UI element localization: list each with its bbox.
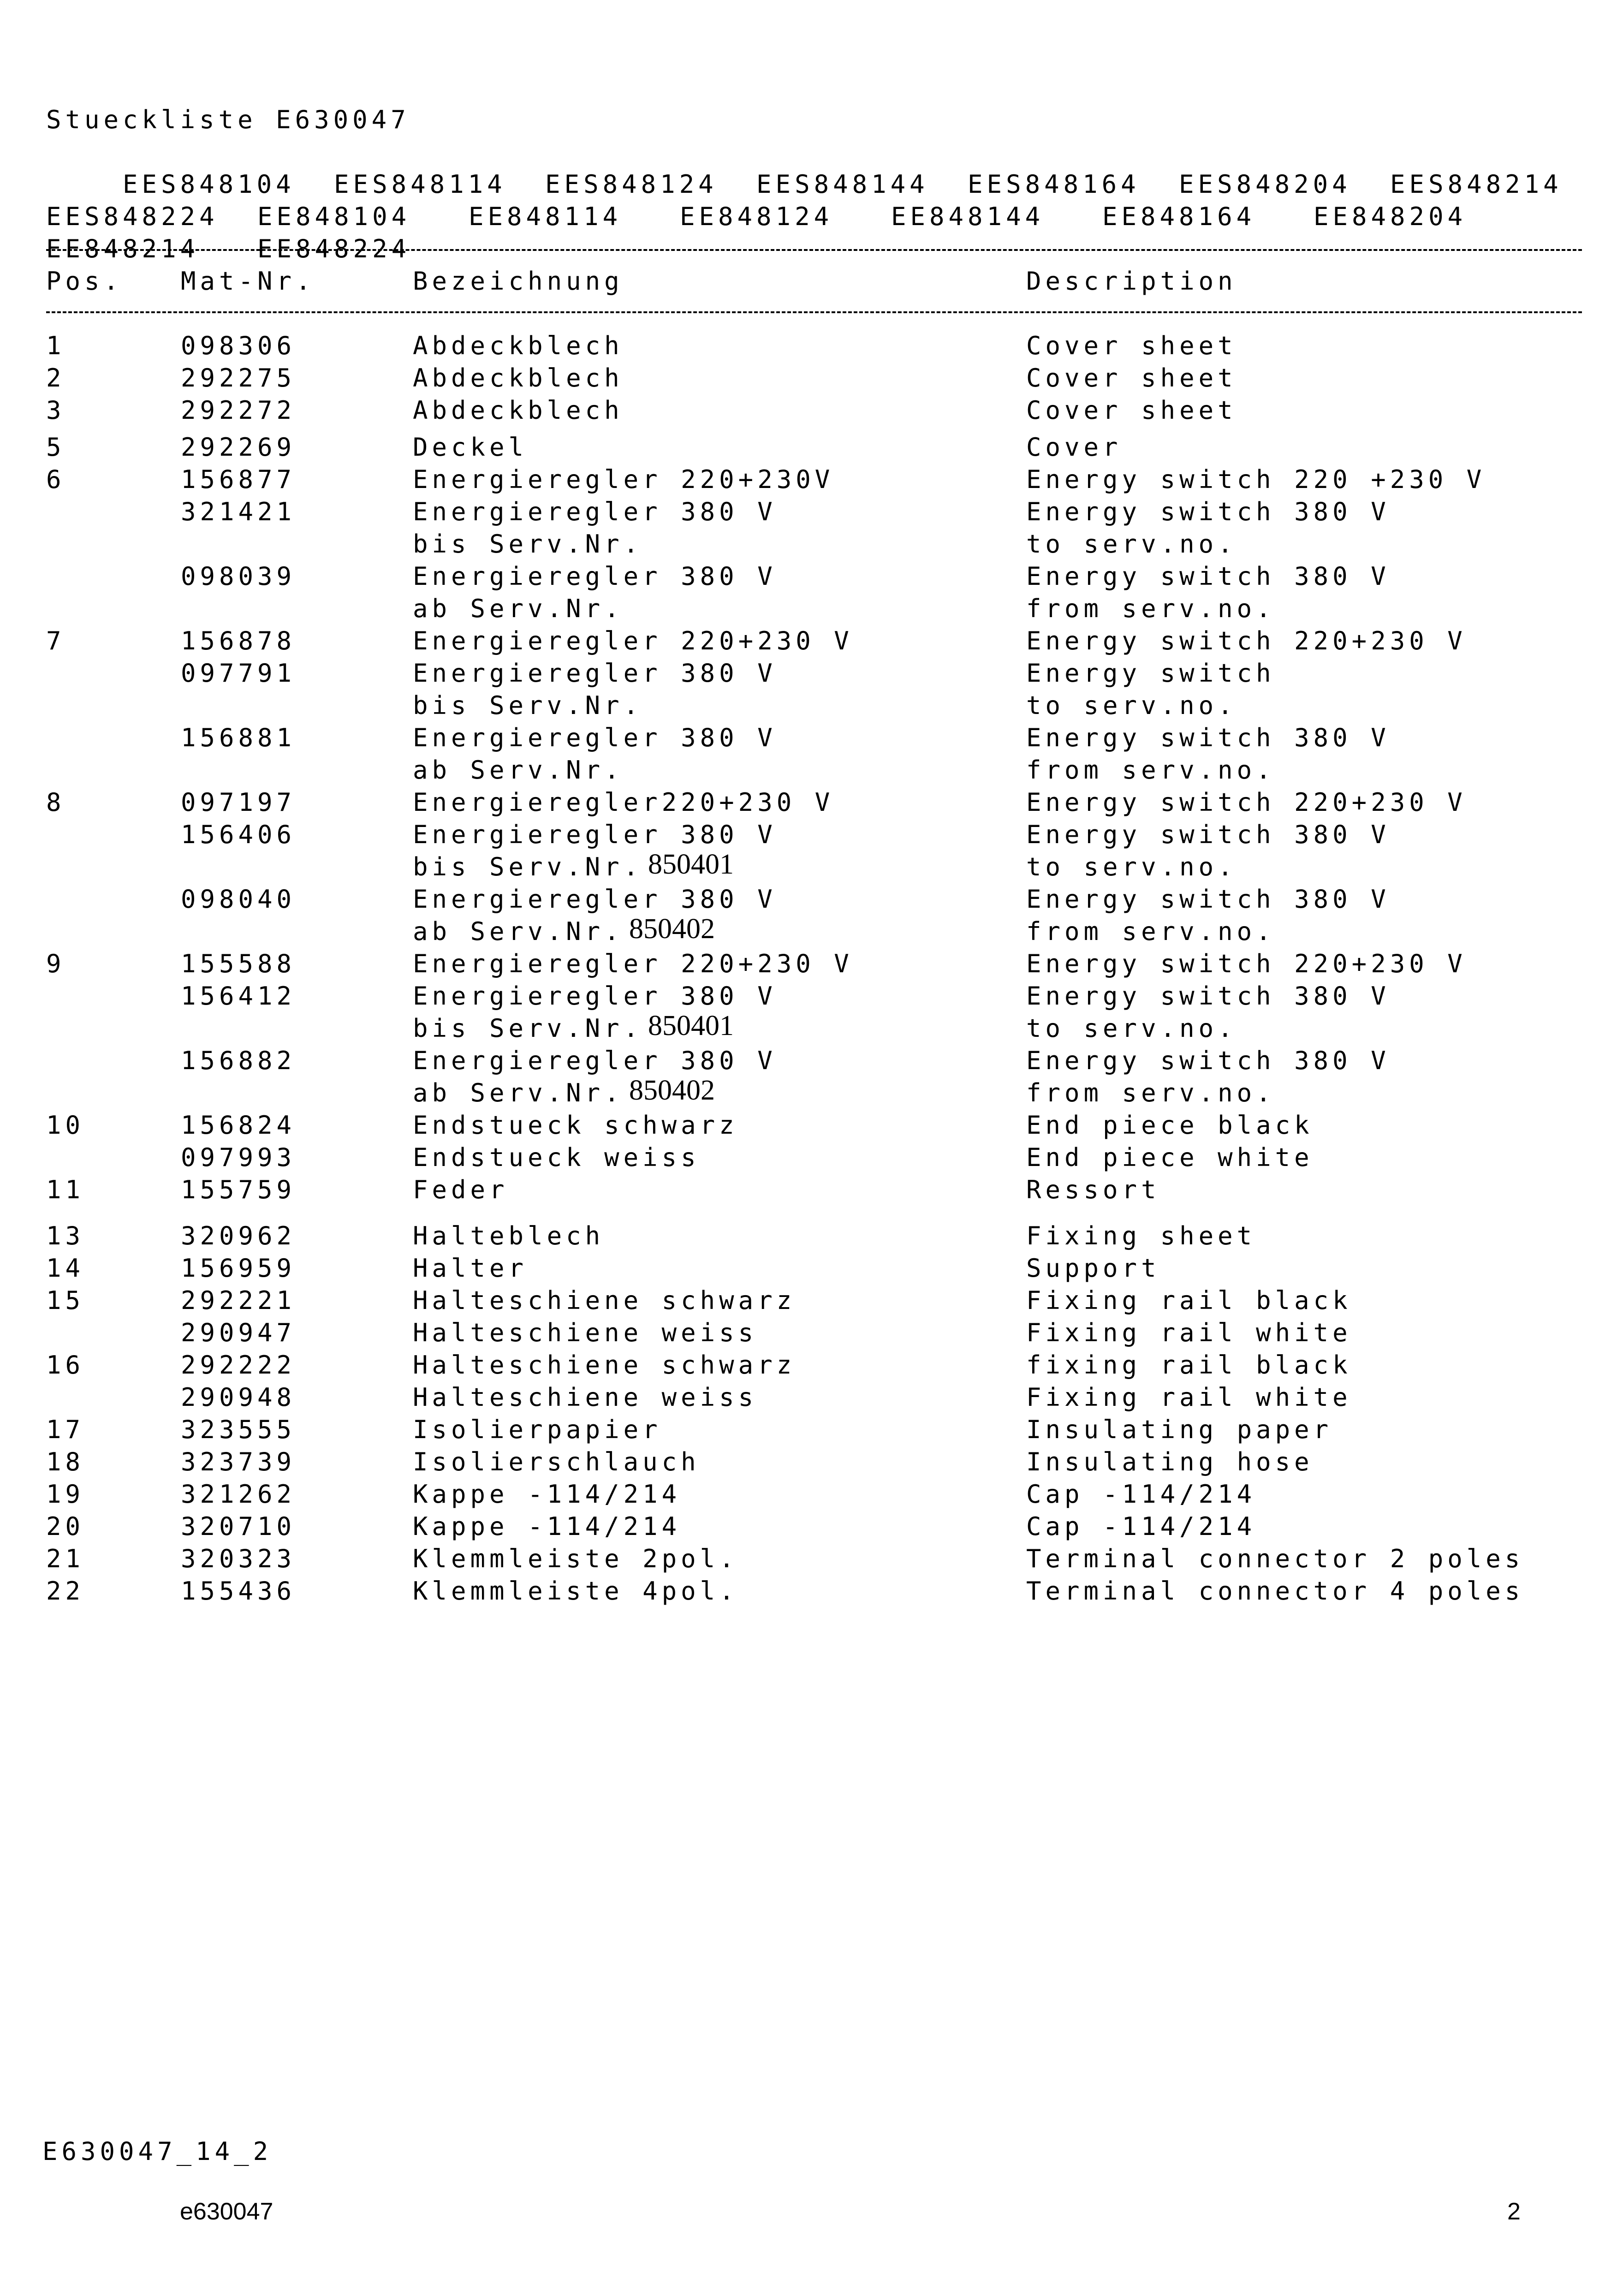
table-row bbox=[0, 1142, 1617, 1174]
table-row bbox=[0, 1575, 1617, 1607]
row-mat-nr: 321262 bbox=[181, 1480, 296, 1509]
row-bezeichnung: Halteschiene schwarz bbox=[413, 1350, 796, 1380]
row-bezeichnung: Isolierpapier bbox=[413, 1415, 662, 1444]
row-description: Cover sheet bbox=[1026, 363, 1237, 393]
row-bezeichnung: Abdeckblech bbox=[413, 396, 624, 425]
model-code: EE848214 bbox=[46, 234, 200, 263]
row-description: Energy switch 380 V bbox=[1026, 497, 1390, 526]
row-bezeichnung: Energieregler220+230 V bbox=[413, 788, 834, 817]
row-pos: 2 bbox=[46, 363, 65, 393]
row-bezeichnung: Energieregler 380 V bbox=[413, 1046, 777, 1075]
model-code: EES848214 bbox=[1390, 170, 1563, 199]
table-row bbox=[0, 528, 1617, 560]
row-description: Cover bbox=[1026, 433, 1122, 462]
table-row bbox=[0, 625, 1617, 657]
table-row bbox=[0, 1414, 1617, 1446]
model-code: EES848144 bbox=[756, 170, 929, 199]
col-desc-header: Description bbox=[1026, 267, 1237, 296]
row-description: Support bbox=[1026, 1254, 1160, 1283]
row-description: from serv.no. bbox=[1026, 594, 1275, 623]
row-mat-nr: 155759 bbox=[181, 1175, 296, 1204]
model-code: EE848114 bbox=[469, 202, 622, 231]
row-pos: 15 bbox=[46, 1286, 85, 1315]
page-title: Stueckliste E630047 bbox=[46, 105, 410, 134]
table-row bbox=[0, 1174, 1617, 1206]
row-description: Energy switch 380 V bbox=[1026, 981, 1390, 1011]
row-mat-nr: 156878 bbox=[181, 626, 296, 655]
row-mat-nr: 321421 bbox=[181, 497, 296, 526]
row-description: Energy switch 380 V bbox=[1026, 820, 1390, 849]
table-row bbox=[0, 722, 1617, 754]
row-mat-nr: 098040 bbox=[181, 885, 296, 914]
row-mat-nr: 290948 bbox=[181, 1383, 296, 1412]
row-mat-nr: 156959 bbox=[181, 1254, 296, 1283]
header-divider-bottom bbox=[46, 311, 1582, 313]
row-description: to serv.no. bbox=[1026, 1014, 1237, 1043]
table-row bbox=[0, 593, 1617, 625]
table-row bbox=[0, 1252, 1617, 1285]
row-pos: 11 bbox=[46, 1175, 85, 1204]
row-mat-nr: 323555 bbox=[181, 1415, 296, 1444]
row-bezeichnung: Halteblech bbox=[413, 1221, 605, 1250]
model-code: EE848104 bbox=[257, 202, 411, 231]
row-description: Energy switch 220+230 V bbox=[1026, 788, 1467, 817]
row-description: from serv.no. bbox=[1026, 917, 1275, 946]
table-row bbox=[0, 690, 1617, 722]
model-code: EES848104 bbox=[123, 170, 295, 199]
row-mat-nr: 098039 bbox=[181, 562, 296, 591]
table-row bbox=[0, 1349, 1617, 1381]
table-row bbox=[0, 754, 1617, 786]
handwritten-serial-number: 850401 bbox=[648, 1010, 734, 1041]
row-pos: 8 bbox=[46, 788, 65, 817]
row-pos: 3 bbox=[46, 396, 65, 425]
row-bezeichnung: Energieregler 380 V bbox=[413, 885, 777, 914]
row-description: Fixing rail black bbox=[1026, 1286, 1352, 1315]
table-row bbox=[0, 431, 1617, 464]
table-row bbox=[0, 883, 1617, 916]
row-description: from serv.no. bbox=[1026, 755, 1275, 785]
row-pos: 10 bbox=[46, 1111, 85, 1140]
table-row bbox=[0, 330, 1617, 362]
table-row bbox=[0, 1381, 1617, 1414]
handwritten-serial-number: 850402 bbox=[629, 913, 715, 945]
table-row bbox=[0, 1511, 1617, 1543]
handwritten-serial-number: 850401 bbox=[648, 849, 734, 880]
row-mat-nr: 320323 bbox=[181, 1544, 296, 1573]
row-mat-nr: 320710 bbox=[181, 1512, 296, 1541]
table-row bbox=[0, 496, 1617, 528]
row-description: Cap -114/214 bbox=[1026, 1480, 1256, 1509]
row-bezeichnung: Deckel bbox=[413, 433, 528, 462]
row-bezeichnung: ab Serv.Nr. bbox=[413, 594, 624, 623]
row-bezeichnung: ab Serv.Nr. bbox=[413, 1078, 624, 1107]
row-bezeichnung: Kappe -114/214 bbox=[413, 1512, 681, 1541]
row-description: Fixing rail white bbox=[1026, 1318, 1352, 1347]
row-description: Energy switch 220+230 V bbox=[1026, 626, 1467, 655]
model-code: EE848124 bbox=[680, 202, 833, 231]
row-pos: 6 bbox=[46, 465, 65, 494]
row-bezeichnung: Energieregler 380 V bbox=[413, 981, 777, 1011]
row-bezeichnung: Halter bbox=[413, 1254, 528, 1283]
row-bezeichnung: bis Serv.Nr. bbox=[413, 691, 643, 720]
row-description: Cap -114/214 bbox=[1026, 1512, 1256, 1541]
row-description: Energy switch 220+230 V bbox=[1026, 949, 1467, 978]
table-row bbox=[0, 1543, 1617, 1575]
row-description: Energy switch 380 V bbox=[1026, 1046, 1390, 1075]
drawing-code: E630047_14_2 bbox=[42, 2137, 273, 2166]
row-mat-nr: 097791 bbox=[181, 659, 296, 688]
row-bezeichnung: Energieregler 380 V bbox=[413, 497, 777, 526]
table-row bbox=[0, 1285, 1617, 1317]
model-code: EE848204 bbox=[1314, 202, 1467, 231]
table-row bbox=[0, 948, 1617, 980]
model-code: EE848224 bbox=[257, 234, 411, 263]
row-pos: 16 bbox=[46, 1350, 85, 1380]
row-bezeichnung: Energieregler 220+230V bbox=[413, 465, 834, 494]
row-description: Energy switch bbox=[1026, 659, 1275, 688]
table-row bbox=[0, 560, 1617, 593]
row-pos: 1 bbox=[46, 331, 65, 360]
row-mat-nr: 097993 bbox=[181, 1143, 296, 1172]
row-mat-nr: 292222 bbox=[181, 1350, 296, 1380]
row-mat-nr: 156881 bbox=[181, 723, 296, 752]
row-pos: 21 bbox=[46, 1544, 85, 1573]
page-number: 2 bbox=[1507, 2198, 1521, 2225]
table-row bbox=[0, 362, 1617, 394]
model-code: EES848204 bbox=[1179, 170, 1351, 199]
row-bezeichnung: Endstueck weiss bbox=[413, 1143, 700, 1172]
row-description: Fixing rail white bbox=[1026, 1383, 1352, 1412]
row-bezeichnung: ab Serv.Nr. bbox=[413, 917, 624, 946]
row-mat-nr: 290947 bbox=[181, 1318, 296, 1347]
row-mat-nr: 156882 bbox=[181, 1046, 296, 1075]
row-pos: 14 bbox=[46, 1254, 85, 1283]
row-description: to serv.no. bbox=[1026, 529, 1237, 559]
col-mat-header: Mat-Nr. bbox=[181, 267, 315, 296]
document-number: e630047 bbox=[180, 2198, 273, 2225]
row-description: from serv.no. bbox=[1026, 1078, 1275, 1107]
row-bezeichnung: Isolierschlauch bbox=[413, 1447, 700, 1476]
row-description: Terminal connector 2 poles bbox=[1026, 1544, 1524, 1573]
row-description: to serv.no. bbox=[1026, 691, 1237, 720]
table-row bbox=[0, 1446, 1617, 1478]
table-row bbox=[0, 657, 1617, 690]
row-mat-nr: 292275 bbox=[181, 363, 296, 393]
table-row bbox=[0, 394, 1617, 427]
row-bezeichnung: bis Serv.Nr. bbox=[413, 1014, 643, 1043]
row-bezeichnung: Abdeckblech bbox=[413, 331, 624, 360]
table-row bbox=[0, 1012, 1617, 1045]
column-header-row bbox=[0, 265, 1617, 297]
row-bezeichnung: bis Serv.Nr. bbox=[413, 529, 643, 559]
row-description: Energy switch 380 V bbox=[1026, 885, 1390, 914]
row-mat-nr: 097197 bbox=[181, 788, 296, 817]
row-pos: 20 bbox=[46, 1512, 85, 1541]
table-row bbox=[0, 786, 1617, 819]
row-bezeichnung: Endstueck schwarz bbox=[413, 1111, 738, 1140]
row-description: End piece white bbox=[1026, 1143, 1314, 1172]
row-description: Energy switch 380 V bbox=[1026, 723, 1390, 752]
model-code: EE848164 bbox=[1102, 202, 1256, 231]
row-description: Insulating hose bbox=[1026, 1447, 1314, 1476]
table-row bbox=[0, 980, 1617, 1012]
table-row bbox=[0, 1317, 1617, 1349]
row-pos: 17 bbox=[46, 1415, 85, 1444]
table-row bbox=[0, 1478, 1617, 1511]
row-description: Cover sheet bbox=[1026, 396, 1237, 425]
row-description: End piece black bbox=[1026, 1111, 1314, 1140]
row-pos: 19 bbox=[46, 1480, 85, 1509]
col-bez-header: Bezeichnung bbox=[413, 267, 624, 296]
table-row bbox=[0, 819, 1617, 851]
col-pos-header: Pos. bbox=[46, 267, 123, 296]
row-description: Terminal connector 4 poles bbox=[1026, 1576, 1524, 1606]
row-description: Fixing sheet bbox=[1026, 1221, 1256, 1250]
table-row bbox=[0, 1077, 1617, 1109]
row-bezeichnung: Klemmleiste 4pol. bbox=[413, 1576, 738, 1606]
row-mat-nr: 156406 bbox=[181, 820, 296, 849]
row-mat-nr: 323739 bbox=[181, 1447, 296, 1476]
row-pos: 7 bbox=[46, 626, 65, 655]
row-bezeichnung: Energieregler 220+230 V bbox=[413, 949, 853, 978]
row-bezeichnung: Energieregler 380 V bbox=[413, 723, 777, 752]
table-row bbox=[0, 1045, 1617, 1077]
handwritten-serial-number: 850402 bbox=[629, 1075, 715, 1106]
row-bezeichnung: Abdeckblech bbox=[413, 363, 624, 393]
row-description: to serv.no. bbox=[1026, 852, 1237, 881]
table-row bbox=[0, 464, 1617, 496]
model-code: EES848124 bbox=[545, 170, 718, 199]
row-bezeichnung: Energieregler 220+230 V bbox=[413, 626, 853, 655]
model-code: EES848114 bbox=[334, 170, 506, 199]
table-row bbox=[0, 913, 1617, 948]
table-row bbox=[0, 1109, 1617, 1142]
row-mat-nr: 292269 bbox=[181, 433, 296, 462]
row-mat-nr: 156412 bbox=[181, 981, 296, 1011]
table-row bbox=[0, 851, 1617, 883]
table-row bbox=[0, 1220, 1617, 1252]
model-code: EES848224 bbox=[46, 202, 219, 231]
model-code: EE848144 bbox=[891, 202, 1045, 231]
row-bezeichnung: Kappe -114/214 bbox=[413, 1480, 681, 1509]
row-description: Ressort bbox=[1026, 1175, 1160, 1204]
row-bezeichnung: Halteschiene weiss bbox=[413, 1383, 758, 1412]
row-description: Insulating paper bbox=[1026, 1415, 1333, 1444]
model-code: EES848164 bbox=[968, 170, 1140, 199]
header-divider-top bbox=[46, 249, 1582, 251]
row-mat-nr: 156877 bbox=[181, 465, 296, 494]
row-description: Cover sheet bbox=[1026, 331, 1237, 360]
row-pos: 18 bbox=[46, 1447, 85, 1476]
row-bezeichnung: Klemmleiste 2pol. bbox=[413, 1544, 738, 1573]
row-pos: 13 bbox=[46, 1221, 85, 1250]
row-mat-nr: 098306 bbox=[181, 331, 296, 360]
row-bezeichnung: bis Serv.Nr. bbox=[413, 852, 643, 881]
row-bezeichnung: Energieregler 380 V bbox=[413, 659, 777, 688]
row-mat-nr: 292221 bbox=[181, 1286, 296, 1315]
row-bezeichnung: Feder bbox=[413, 1175, 509, 1204]
row-pos: 9 bbox=[46, 949, 65, 978]
row-bezeichnung: Halteschiene weiss bbox=[413, 1318, 758, 1347]
row-description: fixing rail black bbox=[1026, 1350, 1352, 1380]
row-mat-nr: 156824 bbox=[181, 1111, 296, 1140]
row-bezeichnung: Halteschiene schwarz bbox=[413, 1286, 796, 1315]
row-bezeichnung: Energieregler 380 V bbox=[413, 562, 777, 591]
row-pos: 22 bbox=[46, 1576, 85, 1606]
row-mat-nr: 155436 bbox=[181, 1576, 296, 1606]
row-bezeichnung: ab Serv.Nr. bbox=[413, 755, 624, 785]
row-pos: 5 bbox=[46, 433, 65, 462]
row-mat-nr: 292272 bbox=[181, 396, 296, 425]
row-mat-nr: 155588 bbox=[181, 949, 296, 978]
row-description: Energy switch 220 +230 V bbox=[1026, 465, 1486, 494]
row-bezeichnung: Energieregler 380 V bbox=[413, 820, 777, 849]
row-description: Energy switch 380 V bbox=[1026, 562, 1390, 591]
row-mat-nr: 320962 bbox=[181, 1221, 296, 1250]
